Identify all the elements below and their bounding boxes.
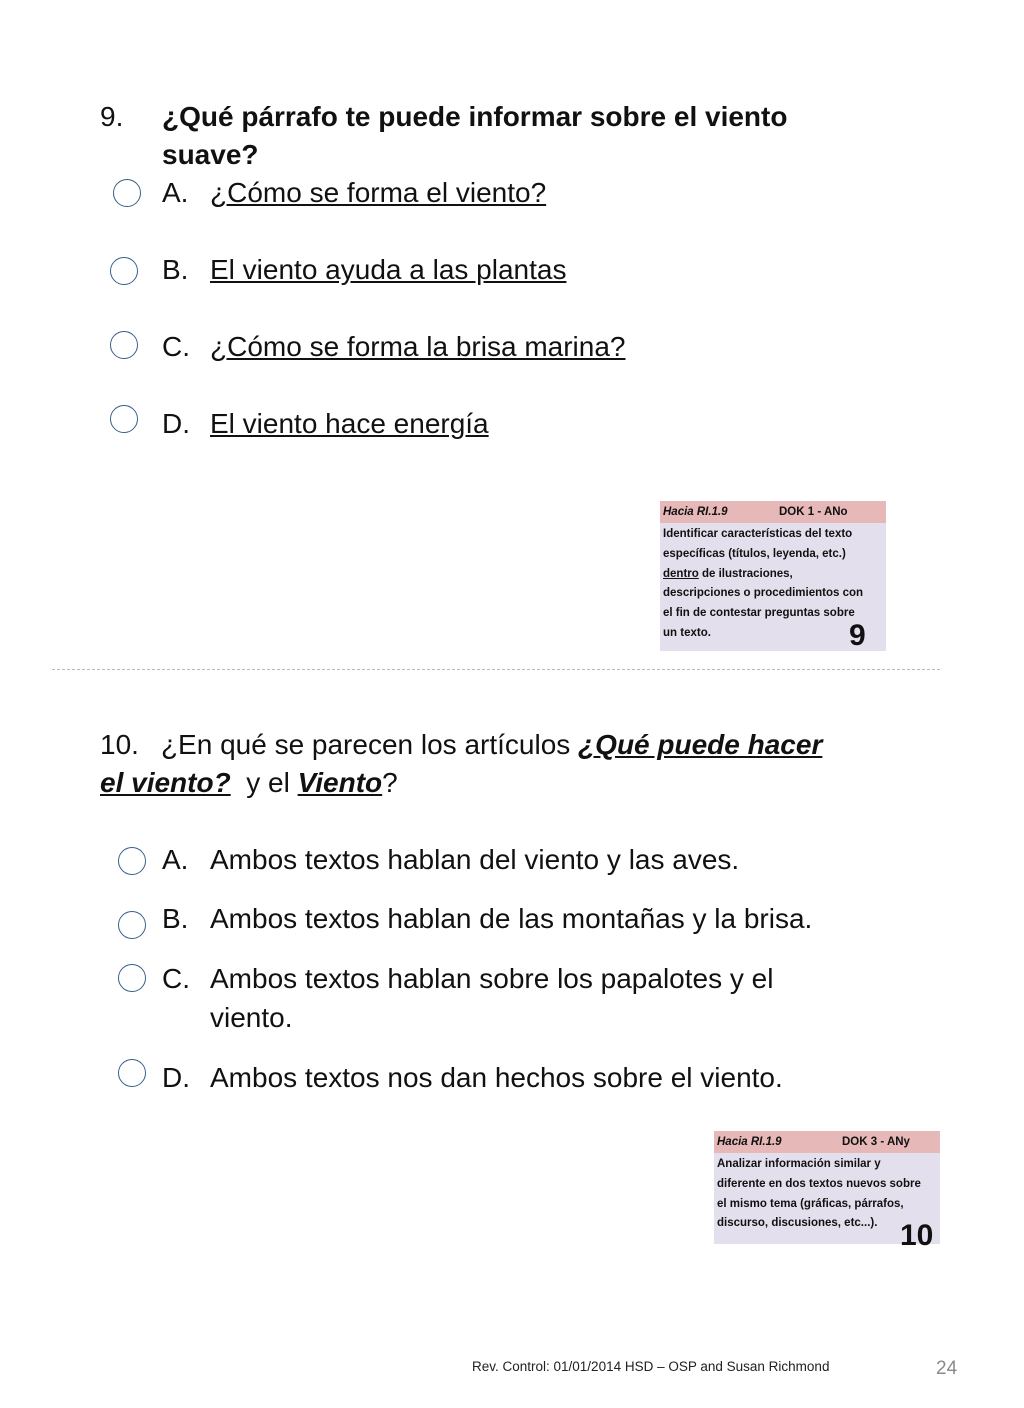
q9-option-d-letter: D. [162, 408, 190, 439]
q9-option-d-text: El viento hace energía [210, 408, 489, 439]
q9-question [162, 98, 922, 174]
page-number: 24 [936, 1358, 958, 1379]
q10-option-b[interactable] [0, 900, 950, 940]
q10-option-b-letter: B. [162, 903, 189, 934]
q9-question-line2: suave? [162, 139, 259, 170]
q10-standard-line4: discurso, discusiones, etc...). [717, 1217, 878, 1230]
q9-option-c[interactable] [0, 328, 700, 368]
q10-option-c-text-line1: Ambos textos hablan sobre los papalotes y el [210, 963, 774, 994]
q10-question-line1 [100, 726, 940, 764]
q9-standard-dok: DOK 1 - ANo [779, 506, 848, 518]
q10-question-part1: ¿En qué se parecen los artículos [160, 729, 579, 760]
q10-option-d[interactable] [0, 1059, 950, 1099]
q9-standard-box [660, 501, 886, 651]
q10-option-d-text: Ambos textos nos dan hechos sobre el viento. [210, 1062, 783, 1093]
q10-standard-line2: diferente en dos textos nuevos sobre [717, 1177, 921, 1190]
q10-standard-number: 10 [900, 1219, 934, 1252]
q10-option-c[interactable] [0, 960, 950, 1040]
q9-standard-line3-rest: de ilustraciones, [698, 567, 793, 580]
q10-radio-a[interactable] [118, 847, 146, 875]
q9-radio-d[interactable] [110, 405, 138, 433]
q10-standard-hacia: Hacia RI.1.9 [717, 1136, 782, 1148]
q10-standard-header [714, 1131, 940, 1153]
q9-standard-line6: un texto. [663, 626, 711, 639]
q10-standard-box [714, 1131, 940, 1252]
q9-standard-line3 [663, 565, 883, 585]
footer-revision: Rev. Control: 01/01/2014 HSD – OSP and Susan Richmond [472, 1359, 830, 1374]
q9-option-b-text: El viento ayuda a las plantas [210, 254, 567, 285]
q9-standard-header [660, 501, 886, 523]
q10-title1-line2: el viento? [100, 767, 231, 798]
q10-radio-b[interactable] [118, 911, 146, 939]
q9-option-a-text: ¿Cómo se forma el viento? [210, 177, 547, 208]
q10-standard-line3: el mismo tema (gráficas, párrafos, [717, 1197, 904, 1210]
q10-number: 10. [100, 729, 139, 760]
q10-question-line2 [100, 764, 940, 802]
q9-question-line1: ¿Qué párrafo te puede informar sobre el viento [162, 101, 788, 132]
q10-option-c-letter: C. [162, 963, 190, 994]
q9-radio-b[interactable] [110, 257, 138, 285]
q10-question [100, 726, 940, 802]
q9-standard-line4: descripciones o procedimientos con [663, 587, 864, 600]
q10-question-end: ? [382, 767, 398, 798]
q10-radio-d[interactable] [118, 1059, 146, 1087]
q9-option-c-letter: C. [162, 331, 190, 362]
q10-title2: Viento [297, 767, 383, 798]
q10-title1-line1: ¿Qué puede hacer [578, 729, 823, 760]
q9-standard-line1: Identificar características del texto [663, 528, 853, 540]
q9-number: 9. [100, 101, 124, 132]
q9-standard-dentro: dentro [663, 567, 699, 580]
q9-standard-number: 9 [849, 619, 866, 652]
q9-standard-line5: el fin de contestar preguntas sobre [663, 607, 855, 620]
q9-radio-c[interactable] [110, 331, 138, 359]
q10-option-a-letter: A. [162, 844, 189, 875]
q9-radio-a[interactable] [113, 179, 141, 207]
q10-standard-dok: DOK 3 - ANy [842, 1136, 910, 1148]
q10-radio-c[interactable] [118, 964, 146, 992]
q10-option-c-text-line2: viento. [210, 1002, 293, 1033]
q10-option-a-text: Ambos textos hablan del viento y las aves. [210, 844, 740, 875]
q9-standard-hacia: Hacia RI.1.9 [663, 506, 728, 518]
q10-option-a[interactable] [0, 841, 950, 881]
q9-option-a-letter: A. [162, 177, 189, 208]
q9-option-a[interactable] [0, 174, 700, 214]
q10-option-d-letter: D. [162, 1062, 190, 1093]
q9-standard-line2: específicas (títulos, leyenda, etc.) [663, 547, 846, 560]
q10-option-b-text: Ambos textos hablan de las montañas y la brisa. [210, 903, 813, 934]
q10-standard-line1: Analizar información similar y [717, 1158, 881, 1170]
q10-question-part2: y el [230, 767, 298, 798]
q9-option-d[interactable] [0, 405, 700, 445]
q9-option-c-text: ¿Cómo se forma la brisa marina? [210, 331, 626, 362]
question-divider [52, 669, 940, 670]
q9-option-b[interactable] [0, 251, 700, 291]
q9-option-b-letter: B. [162, 254, 189, 285]
